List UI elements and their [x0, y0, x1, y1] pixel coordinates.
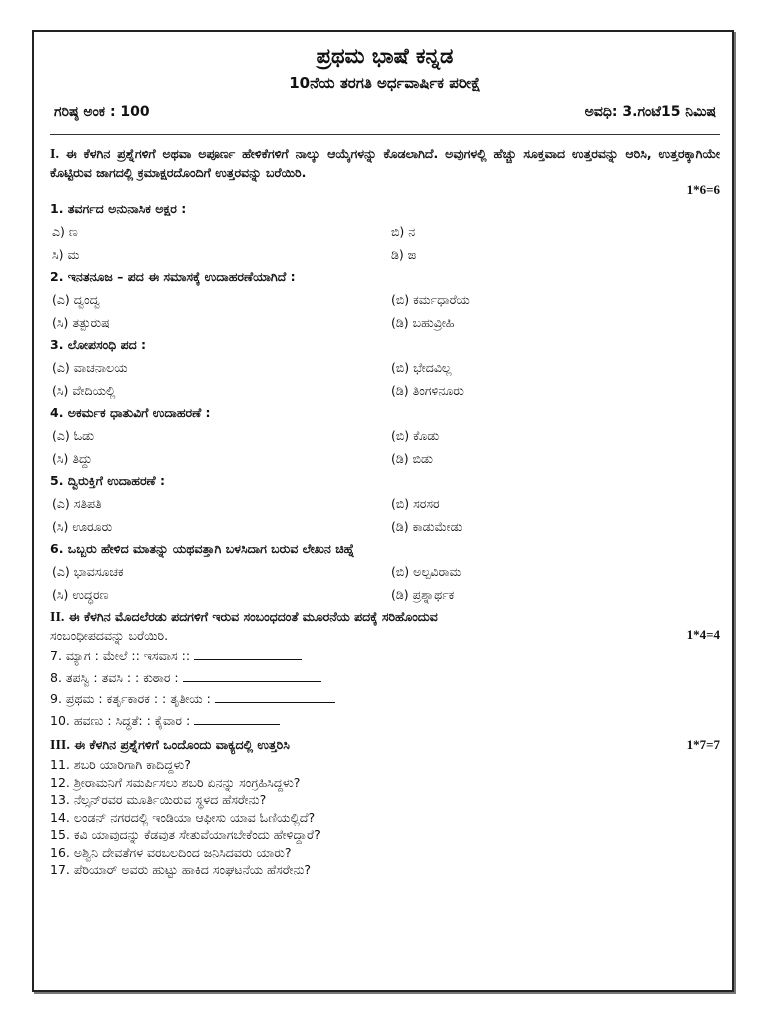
answer-blank: [194, 711, 280, 725]
mcq-options: [50, 492, 720, 538]
analogy-text: 8. ತಪಸ್ವಿ : ತವಸಿ : : ಕುಠಾರ :: [50, 669, 183, 685]
section3-instruction-text: ಈ ಕೆಳಗಿನ ಪ್ರಶ್ನೆಗಳಿಗೆ ಒಂದೊಂದು ವಾಕ್ಯದಲ್ಲಿ ಉತ್ತರಿಸಿ: [74, 737, 290, 752]
short-question: 11. ಶಬರಿ ಯಾರಿಗಾಗಿ ಕಾದಿದ್ದಳು?: [50, 757, 191, 772]
option-d: (ಡಿ) ಬಹುವ್ರೀಹಿ: [391, 315, 455, 330]
page-title: ಪ್ರಥಮ ಭಾಷೆ ಕನ್ನಡ: [316, 44, 454, 68]
answer-blank: [183, 668, 321, 682]
answer-blank: [215, 689, 335, 703]
option-d: (ಡಿ) ಕಾಡುಮೇಡು: [391, 519, 463, 534]
option-c: ಸಿ) ಮ: [52, 247, 80, 262]
section3-instruction: [50, 735, 290, 756]
short-question: 17. ಪೆರಿಯಾರ್ ಅವರು ಹುಟ್ಟು ಹಾಕಿದ ಸಂಘಟನೆಯ ಹೆಸರೇನು?: [50, 862, 312, 877]
mcq-options: [50, 220, 720, 266]
option-b: ಬಿ) ನ: [391, 224, 416, 239]
option-c: (ಸಿ) ವೇದಿಯಲ್ಲಿ: [52, 383, 116, 398]
short-question: 15. ಕವಿ ಯಾವುದನ್ನು ಕೆಡವುತ ಸೇತುವೆಯಾಗಬೇಕೆಂದು ಹೇಳಿದ್ದಾರೆ?: [50, 827, 321, 842]
divider: [50, 134, 720, 135]
option-b: (ಬಿ) ಅಲ್ಪವಿರಾಮ: [391, 564, 462, 579]
analogy-item: [50, 688, 720, 710]
mcq-question: 5. ದ್ವಿರುಕ್ತಿಗೆ ಉದಾಹರಣೆ :: [50, 473, 166, 488]
option-b: (ಬಿ) ಭೇದವಿಲ್ಲ: [391, 360, 452, 375]
mcq-block-6: [50, 538, 720, 606]
analogy-text: 9. ಪ್ರಥಮ : ಕರ್ತೃಕಾರಕ : : ತೃತೀಯ :: [50, 691, 215, 706]
option-b: (ಬಿ) ಕರ್ಮಧಾರೆಯ: [391, 292, 470, 307]
section1-score: 1*6=6: [686, 182, 720, 197]
analogy-text: 10. ಹವಣು : ಸಿದ್ಧತೆ: : ಕೈವಾರ :: [50, 712, 195, 728]
short-question: 14. ಲಂಡನ್ ನಗರದಲ್ಲಿ ಇಂಡಿಯಾ ಆಫೀಸು ಯಾವ ಓಣಿಯಲ್ಲಿದೆ?: [50, 809, 316, 825]
max-marks: ಗರಿಷ್ಠ ಅಂಕ : 100: [54, 104, 150, 120]
marks-duration-row: [50, 102, 720, 122]
option-d: ಡಿ) ಙ: [391, 247, 417, 262]
section2-instruction-line2: ಸಂಬಂಧೀಪದವನ್ನು ಬರೆಯಿರಿ.: [50, 628, 169, 643]
option-d: (ಡಿ) ಪ್ರಶ್ನಾರ್ಥಕ: [391, 587, 455, 602]
section1-instruction: [50, 145, 720, 182]
section2-score: 1*4=4: [686, 627, 720, 642]
analogy-item: [50, 710, 720, 732]
mcq-question: 4. ಅಕರ್ಮಕ ಧಾತುವಿಗೆ ಉದಾಹರಣೆ :: [50, 405, 211, 420]
section1-number: I.: [50, 147, 59, 162]
section3-score: 1*7=7: [686, 737, 720, 752]
option-b: (ಬಿ) ಸರಸರ: [391, 496, 440, 511]
option-d: (ಡಿ) ತಿಂಗಳಿನೂರು: [391, 383, 464, 398]
mcq-options: [50, 560, 720, 606]
section1-instruction-text: ಈ ಕೆಳಗಿನ ಪ್ರಶ್ನೆಗಳಿಗೆ ಅಥವಾ ಅಪೂರ್ಣ ಹೇಳಿಕೆಗಳಿಗೆ ನಾಲ್ಕು ಆಯ್ಕೆಗಳನ್ನು ಕೊಡಲಾಗಿದೆ. ಅವುಗಳಲ್ಲಿ ಹೆಚ್ಚು ಸೂಕ್ತವಾದ ಉತ್ತರವನ್ನು ಆರಿಸಿ, ಉತ್ತರಕ್ಕಾಗಿಯೇ ಕೊಟ್ಟಿರುವ ಜಾಗದಲ್ಲಿ ಕ್ರಮಾಕ್ಷರದೊಂದಿಗೆ ಉತ್ತರವನ್ನು ಬರೆಯಿರಿ.: [50, 146, 720, 180]
mcq-question: 3. ಲೋಪಸಂಧಿ ಪದ :: [50, 337, 147, 352]
option-c: (ಸಿ) ತಿದ್ದು: [52, 451, 93, 466]
analogy-text: 7. ಮ್ಯಾಗ : ಮೇಲೆ :: ಇಸವಾಸ ::: [50, 648, 195, 663]
section2-instruction-line1: ಈ ಕೆಳಗಿನ ಮೊದಲೆರಡು ಪದಗಳಿಗೆ ಇರುವ ಸಂಬಂಧದಂತೆ ಮೂರನೆಯ ಪದಕ್ಕೆ ಸರಿಹೊಂದುವ: [68, 609, 438, 624]
short-question: 13. ನೆಲ್ಸನ್‌ರವರ ಮೂರ್ತಿಯಿರುವ ಸ್ಥಳದ ಹೆಸರೇನು?: [50, 792, 267, 807]
option-a: (ಎ) ಸತಿಪತಿ: [52, 496, 102, 511]
mcq-options: [50, 424, 720, 470]
option-c: (ಸಿ) ಊರೂರು: [52, 519, 113, 534]
mcq-block-3: [50, 334, 720, 402]
section2-number: II.: [50, 610, 65, 625]
short-question: 16. ಅಶ್ವಿನಿ ದೇವತೆಗಳ ವರಬಲದಿಂದ ಜನಿಸಿದವರು ಯಾರು?: [50, 844, 292, 860]
mcq-question: 1. ತವರ್ಗದ ಅನುನಾಸಿಕ ಅಕ್ಷರ :: [50, 201, 187, 216]
section3-header: [50, 735, 720, 756]
analogy-item: [50, 667, 720, 689]
option-b: (ಬಿ) ಕೊಡು: [391, 428, 440, 443]
option-a: (ಎ) ಭಾವಸೂಚಕ: [52, 564, 124, 579]
mcq-block-2: [50, 266, 720, 334]
option-a: (ಎ) ವಾಚನಾಲಯ: [52, 360, 128, 375]
section3-number: III.: [50, 738, 70, 753]
mcq-options: [50, 288, 720, 334]
exam-subtitle: 10ನೆಯ ತರಗತಿ ಅರ್ಧವಾರ್ಷಿಕ ಪರೀಕ್ಷೆ: [289, 74, 481, 92]
mcq-block-4: [50, 402, 720, 470]
option-c: (ಸಿ) ತತ್ಪುರುಷ: [52, 315, 110, 330]
option-a: ಎ) ಣ: [52, 224, 78, 239]
mcq-options: [50, 356, 720, 402]
option-a: (ಎ) ಓಡು: [52, 428, 95, 443]
option-a: (ಎ) ದ್ವಂದ್ವ: [52, 292, 100, 307]
mcq-block-1: [50, 198, 720, 266]
answer-blank: [194, 646, 302, 660]
mcq-question: 6. ಒಬ್ಬರು ಹೇಳಿದ ಮಾತನ್ನು ಯಥವತ್ತಾಗಿ ಬಳಸಿದಾಗ ಬರುವ ಲೇಖನ ಚಿಹ್ನೆ: [50, 541, 355, 556]
section2-instruction-row2: [50, 627, 720, 645]
option-d: (ಡಿ) ಬಿಡು: [391, 451, 433, 466]
section2-instruction: [50, 608, 720, 627]
option-c: (ಸಿ) ಉದ್ಧರಣ: [52, 587, 109, 602]
page-border: [32, 30, 734, 992]
duration: ಅವಧಿ: 3.ಗಂಟೆ15 ನಿಮಿಷ: [584, 104, 716, 120]
mcq-block-5: [50, 470, 720, 538]
analogy-item: [50, 645, 720, 667]
mcq-question: 2. ಇನತನೂಜ – ಪದ ಈ ಸಮಾಸಕ್ಕೆ ಉದಾಹರಣೆಯಾಗಿದೆ :: [50, 269, 296, 284]
short-question: 12. ಶ್ರೀರಾಮನಿಗೆ ಸಮರ್ಪಿಸಲು ಶಬರಿ ಏನನ್ನು ಸಂಗ್ರಹಿಸಿದ್ದಳು?: [50, 774, 301, 790]
exam-sheet: [50, 42, 720, 879]
